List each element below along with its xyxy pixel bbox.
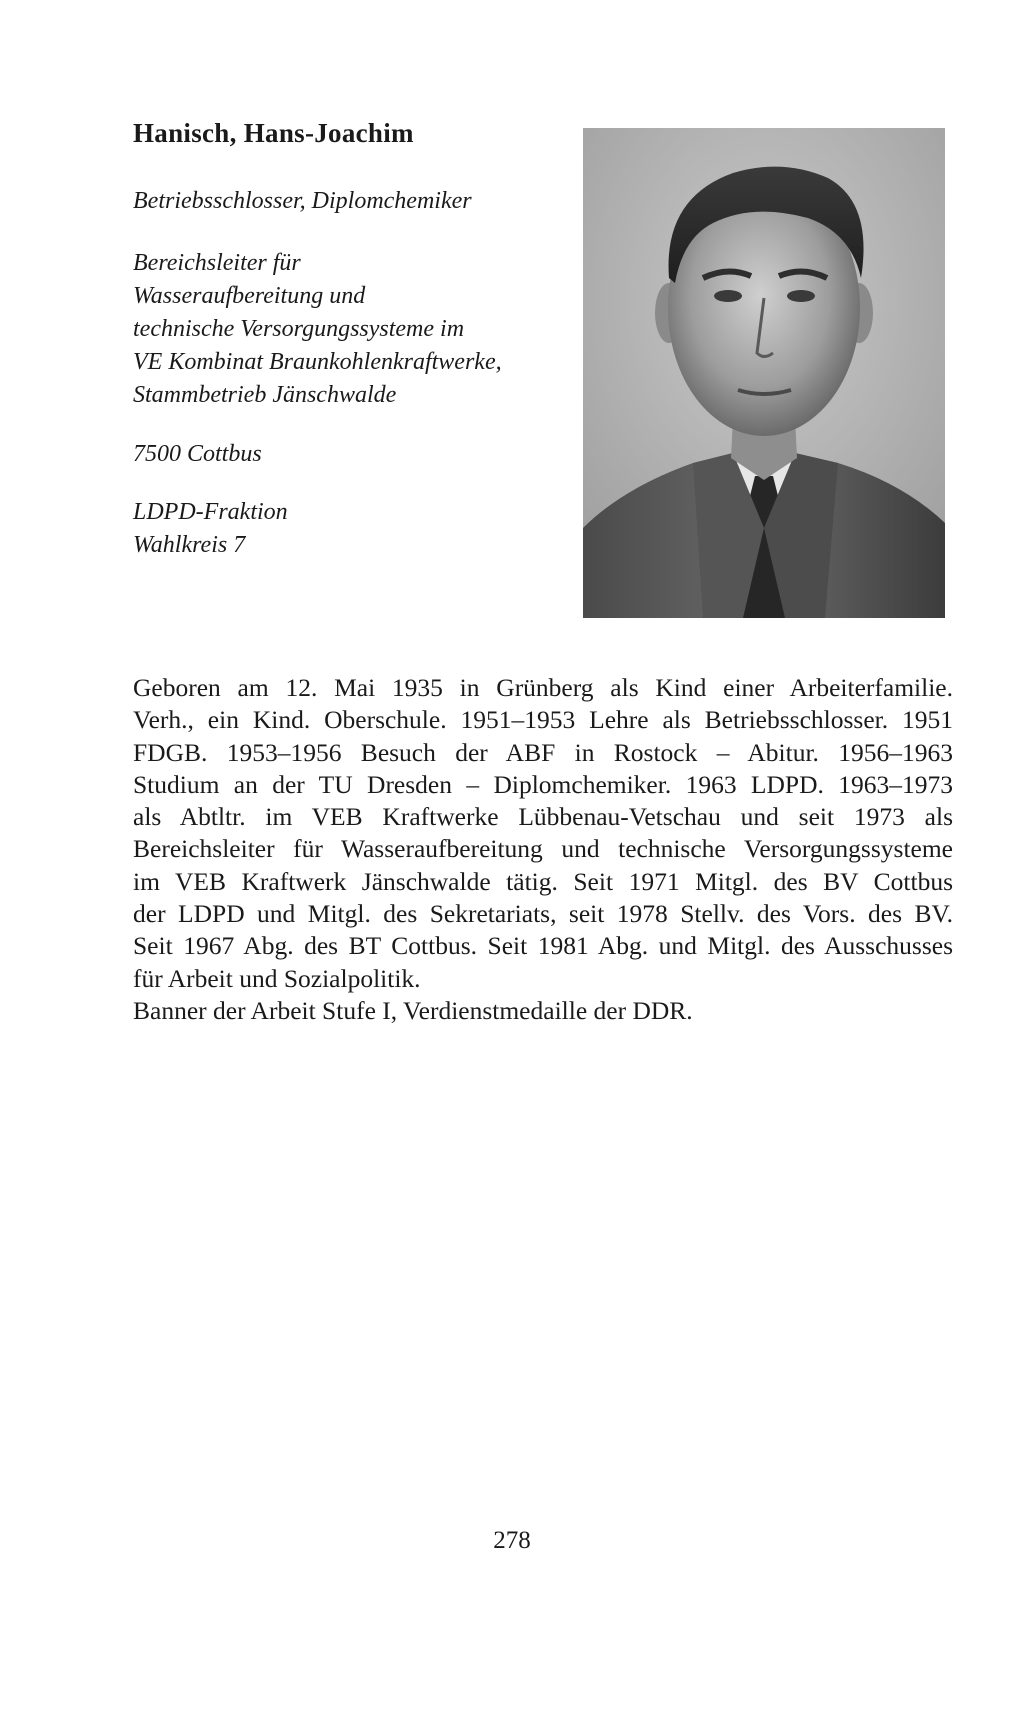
portrait-photo — [583, 128, 945, 618]
biography-line: für Arbeit und Sozialpolitik. — [133, 963, 421, 993]
biography-line: Bereichsleiter für Wasseraufbereitung und technische Versorgungssysteme — [133, 834, 953, 864]
portrait-icon — [583, 128, 945, 618]
biography-line: als Abtltr. im VEB Kraftwerke Lübbenau-Vetschau und seit 1973 als — [133, 802, 953, 832]
biography-line: FDGB. 1953–1956 Besuch der ABF in Rostock – Abitur. 1956–1963 — [133, 737, 953, 767]
page-number: 278 — [493, 1527, 531, 1554]
biography-line: im VEB Kraftwerk Jänschwalde tätig. Seit 1971 Mitgl. des BV Cottbus — [133, 866, 953, 896]
position-line-1: Bereichsleiter für — [133, 250, 301, 276]
position-line-3: technische Versorgungssysteme im — [133, 316, 465, 342]
position-line-2: Wasseraufbereitung und — [133, 283, 366, 309]
biography-line: Banner der Arbeit Stufe I, Verdienstmedaille der DDR. — [133, 995, 693, 1025]
profession: Betriebsschlosser, Diplomchemiker — [133, 188, 472, 214]
biography-line: Geboren am 12. Mai 1935 in Grünberg als Kind einer Arbeiterfamilie. — [133, 673, 953, 702]
biography-line: Verh., ein Kind. Oberschule. 1951–1953 Lehre als Betriebsschlosser. 1951 — [133, 705, 953, 735]
biography-line: Seit 1967 Abg. des BT Cottbus. Seit 1981 Abg. und Mitgl. des Ausschusses — [133, 931, 953, 961]
biography-line: der LDPD und Mitgl. des Sekretariats, seit 1978 Stellv. des Vors. des BV. — [133, 899, 953, 929]
position-line-5: Stammbetrieb Jänschwalde — [133, 382, 397, 408]
position-line-4: VE Kombinat Braunkohlenkraftwerke, — [133, 349, 502, 375]
biography — [133, 672, 953, 1027]
faction: LDPD-Fraktion — [133, 499, 288, 525]
constituency: Wahlkreis 7 — [133, 532, 246, 558]
city: 7500 Cottbus — [133, 441, 262, 467]
person-name: Hanisch, Hans-Joachim — [133, 118, 414, 148]
biography-line: Studium an der TU Dresden – Diplomchemiker. 1963 LDPD. 1963–1973 — [133, 769, 953, 799]
